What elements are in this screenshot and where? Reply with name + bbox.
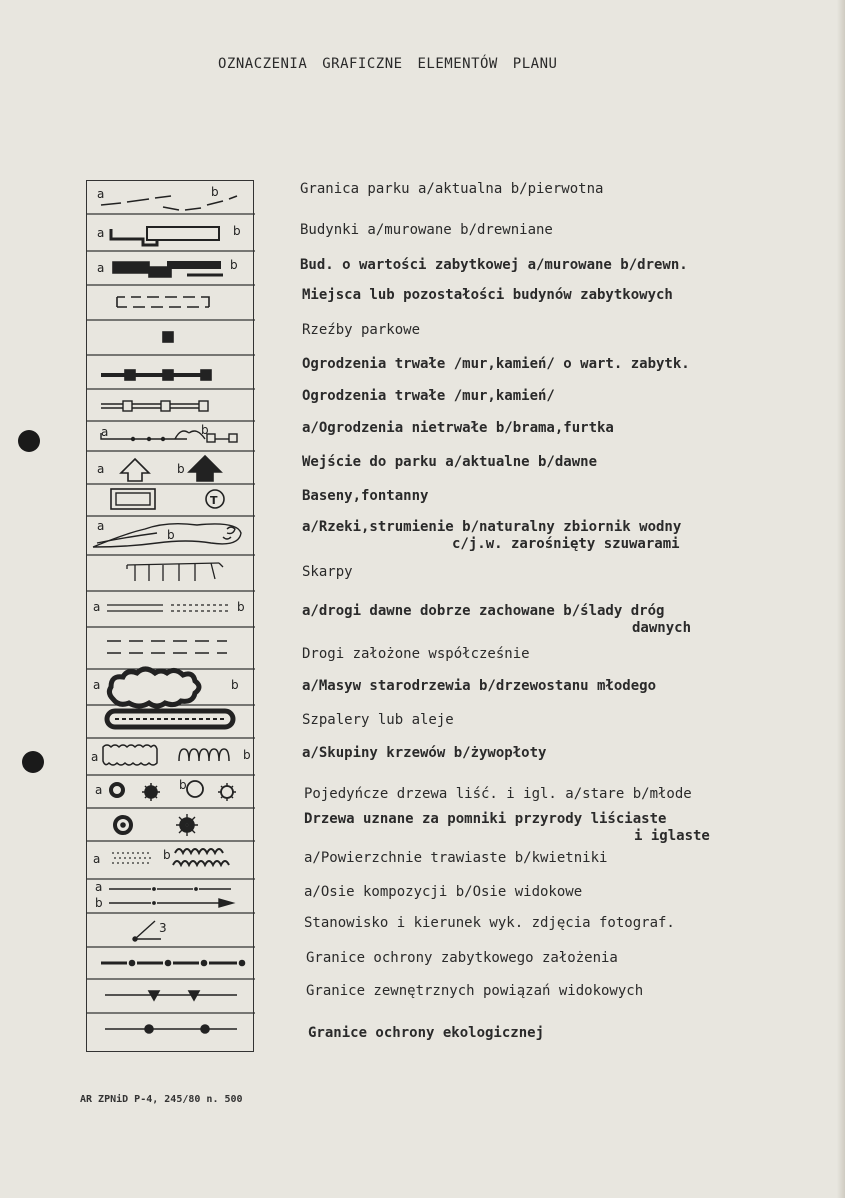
symbol-ecological-protection-boundary [105,1025,237,1033]
symbol-historic-protection-boundary [101,961,245,966]
legend-label-line: Budynki a/murowane b/drewniane [300,222,553,238]
legend-label-line: a/Ogrodzenia nietrwałe b/brama,furtka [302,420,614,436]
symbol-park-boundary [97,185,237,210]
legend-label-line: Ogrodzenia trwałe /mur,kamień/ [302,388,555,404]
legend-label [302,388,555,405]
symbol-axes [95,880,233,910]
symbol-letter-b: b [231,678,239,692]
symbol-lawns-flowerbeds [93,848,229,866]
legend-label [302,646,530,663]
legend-label-line: Wejście do parku a/aktualne b/dawne [302,454,598,470]
legend-label [302,454,597,471]
legend-label [302,745,546,762]
legend-label-line: Rzeźby parkowe [302,322,421,338]
symbol-modern-roads [107,641,227,653]
legend-label [302,420,614,437]
symbol-number-3: 3 [159,921,167,935]
symbol-alleys [107,711,233,727]
legend-label [308,1025,544,1042]
symbol-permanent-fence [101,401,208,411]
page-edge-shadow [837,0,845,1198]
symbol-old-roads [93,600,245,614]
punch-hole [18,430,40,452]
legend-label-line: i iglaste [634,828,710,844]
legend-label [302,712,454,729]
symbol-letter-a: a [97,462,105,476]
page-title: OZNACZENIA GRAFICZNE ELEMENTÓW PLANU [218,56,558,72]
symbol-letter-a: a [97,261,105,275]
symbol-letter-a: a [101,425,109,439]
symbol-old-trees-mass [93,669,239,706]
legend-label-line: Granice zewnętrznych powiązań widokowych [306,983,644,999]
symbol-letter-b: b [163,848,171,862]
symbol-temporary-fence [101,423,237,442]
symbol-letter-b: b [177,462,185,476]
footer-print-note: AR ZPNiD P-4, 245/80 n. 500 [80,1094,243,1105]
symbol-letter-a: a [97,226,105,240]
legend-label-line: Drzewa uznane za pomniki przyrody liściaste [304,811,667,827]
symbol-pools-fountains [111,489,224,509]
legend-label [304,850,607,867]
legend-label-line: Granice ochrony zabytkowego założenia [306,950,618,966]
legend-label-line: Pojedyńcze drzewa liść. i igl. a/stare b/młode [304,786,692,802]
legend-label-line: a/Powierzchnie trawiaste b/kwietniki [304,850,608,866]
symbol-monument-trees [115,814,198,836]
symbol-letter-a: a [93,600,101,614]
symbol-letter-a: a [93,852,101,866]
symbol-letter-b: b [167,528,175,542]
legend-label [302,564,353,581]
symbol-single-trees [95,778,236,801]
symbol-park-entrance [97,456,221,481]
legend-label [302,356,690,373]
legend-label-line: Baseny,fontanny [302,488,429,504]
symbol-letter-a: a [95,880,103,894]
symbol-letter-b: b [211,185,219,199]
legend-label-line: c/j.w. zarośnięty szuwarami [452,536,680,552]
symbol-letter-b: b [179,778,187,792]
legend-label-line: Skarpy [302,564,353,580]
symbol-letter-a: a [93,678,101,692]
symbol-building-remains [117,297,209,307]
legend-label [300,181,603,198]
legend-label [306,983,643,1000]
symbol-letter-b: b [201,423,209,437]
legend-label-line: Granice ochrony ekologicznej [308,1025,545,1041]
symbol-shrubs-hedges [91,745,251,765]
legend-label-line: Miejsca lub pozostałości budynów zabytkowych [302,287,673,303]
symbol-letter-a: a [97,519,105,533]
legend-label [302,519,681,553]
legend-label-line: a/Rzeki,strumienie b/naturalny zbiornik wodny [302,519,682,535]
punch-hole [22,751,44,773]
legend-label-line: Drogi założone współcześnie [302,646,530,662]
legend-label-line: dawnych [632,620,692,636]
legend-label [302,603,691,637]
legend-symbols-drawing [87,181,255,1053]
symbol-letter-b: b [95,896,103,910]
legend-label-line: Granica parku a/aktualna b/pierwotna [300,181,604,197]
legend-label-line: a/Masyw starodrzewia b/drzewostanu młodego [302,678,657,694]
legend-label-line: Szpalery lub aleje [302,712,454,728]
legend-label [300,257,688,274]
legend-label-line: Bud. o wartości zabytkowej a/murowane b/drewn. [300,257,688,273]
legend-label [302,678,656,695]
symbol-historic-fence [101,370,211,380]
symbol-letter-a: a [95,783,103,797]
legend-label-line: a/Osie kompozycji b/Osie widokowe [304,884,583,900]
legend-label-line: a/drogi dawne dobrze zachowane b/ślady dróg [302,603,665,619]
legend-label [306,950,618,967]
symbol-rivers-ponds [93,519,241,547]
legend-label-line: Stanowisko i kierunek wyk. zdjęcia fotograf. [304,915,675,931]
legend-label [304,786,692,803]
legend-label [302,488,428,505]
legend-label [302,287,673,304]
symbol-letter-b: b [233,224,241,238]
legend-label-line: a/Skupiny krzewów b/żywopłoty [302,745,547,761]
legend-label [302,322,420,339]
symbol-escarpment [127,563,223,581]
symbol-letter-a: a [97,187,105,201]
legend-label [304,915,675,932]
legend-label-line: Ogrodzenia trwałe /mur,kamień/ o wart. zabytk. [302,356,690,372]
symbol-letter-b: b [243,748,251,762]
legend-symbol-table [86,180,254,1052]
symbol-buildings [97,224,241,245]
legend-label [304,884,582,901]
symbol-letter-b: b [230,258,238,272]
symbol-photo-position [133,921,167,941]
symbol-sculpture [163,332,173,342]
legend-label [300,222,553,239]
legend-label [304,811,710,845]
symbol-letter-b: b [237,600,245,614]
symbol-historic-buildings [97,258,238,277]
symbol-letter-a: a [91,750,99,764]
svg-text:T: T [210,494,218,507]
symbol-view-connections [105,991,237,1000]
